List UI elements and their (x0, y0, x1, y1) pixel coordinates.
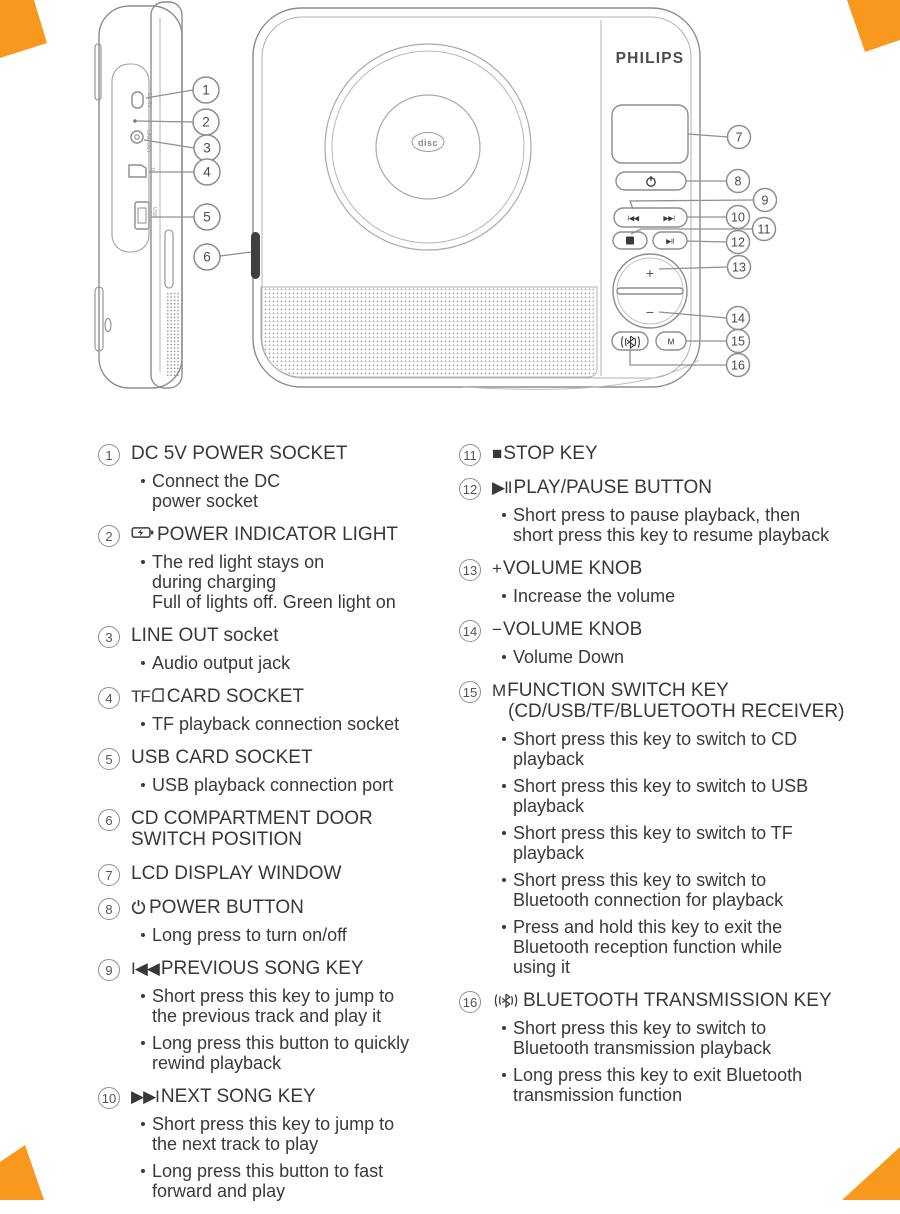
legend-item-14 (462, 619, 900, 667)
bullet-line: Bluetooth connection for playback (513, 890, 784, 910)
legend-item-6 (105, 808, 463, 850)
legend-item-13 (462, 558, 900, 606)
bullet-point (141, 552, 463, 612)
item-subtitle: (CD/USB/TF/BLUETOOTH RECEIVER) (508, 701, 845, 722)
volume-knob-slot (617, 288, 683, 294)
svg-text:12: 12 (731, 235, 745, 250)
bullet-line: Short press this key to switch to (513, 1018, 767, 1038)
callout-2 (193, 109, 219, 135)
item-number-badge: 7 (98, 864, 120, 886)
legend-item-12 (462, 477, 900, 545)
svg-text:6: 6 (203, 249, 211, 265)
item-number-badge: 9 (98, 959, 120, 981)
line-out-label: LINE OUT (145, 130, 151, 154)
callout-4 (194, 159, 220, 185)
svg-text:8: 8 (734, 174, 742, 189)
legend-item-1 (105, 443, 463, 511)
line-out-jack-pin (135, 135, 139, 139)
brand-logo: PHILIPS (615, 50, 685, 67)
legend-item-5 (105, 747, 463, 795)
legend-item-4 (105, 686, 463, 734)
bullet-point (502, 729, 900, 769)
bullet-point (502, 776, 900, 816)
bullet-point (502, 647, 900, 667)
bullet-point (141, 653, 463, 673)
key-symbol: ■ (492, 444, 502, 463)
legend-item-7 (105, 863, 463, 884)
bullet-line: Long press this button to quickly (152, 1033, 410, 1053)
bullet-line: Connect the DC (152, 471, 281, 491)
bullet-line: playback (513, 749, 585, 769)
legend-item-15 (462, 680, 900, 977)
bullet-point (502, 505, 900, 545)
disc-logo-text: disc (417, 138, 439, 148)
corner-bottom-left (0, 1145, 44, 1200)
leader-line-13 (659, 267, 728, 269)
power-icon (131, 899, 146, 915)
lcd-display-window (612, 105, 688, 163)
bullet-line: playback (513, 843, 585, 863)
speaker-grille (261, 287, 597, 377)
bullet-line: USB playback connection port (152, 775, 394, 795)
bullet-line: TF playback connection socket (152, 714, 400, 734)
stop-icon (626, 237, 634, 245)
leader-line-16 (630, 350, 727, 365)
legend-column-right (462, 443, 900, 1118)
svg-text:9: 9 (761, 193, 769, 208)
item-title-line: CARD SOCKET (166, 686, 305, 707)
bullet-point (141, 925, 463, 945)
bullet-line: Long press this key to exit Bluetooth (513, 1065, 803, 1085)
item-title-line: VOLUME KNOB (502, 558, 643, 579)
bullet-point (502, 1018, 900, 1058)
legend-item-10 (101, 1086, 463, 1201)
item-title-line: LCD DISPLAY WINDOW (131, 863, 342, 884)
item-number-badge: 13 (459, 559, 481, 581)
bullet-point (141, 986, 463, 1026)
legend-item-16 (462, 990, 900, 1105)
svg-text:11: 11 (757, 222, 771, 237)
callout-5 (194, 204, 220, 230)
side-grille-edge (166, 292, 179, 376)
item-number-badge: 2 (98, 525, 120, 547)
item-number-badge: 8 (98, 898, 120, 920)
item-number-badge: 5 (98, 748, 120, 770)
usb-label: USB (151, 207, 157, 218)
battery-charging-icon (131, 526, 154, 539)
callout-11 (753, 218, 776, 241)
bluetooth-transmit-icon (492, 992, 520, 1009)
bullet-point (141, 714, 463, 734)
bullet-line: Short press this key to switch to USB (513, 776, 809, 796)
sd-card-icon (152, 688, 164, 702)
item-number-badge: 12 (459, 478, 481, 500)
volume-minus-label: − (645, 304, 655, 320)
key-symbol: − (492, 620, 501, 639)
bullet-point (141, 1161, 463, 1201)
item-title-line: FUNCTION SWITCH KEY (507, 680, 729, 701)
legend-column-left (101, 443, 463, 1214)
bullet-line: Short press this key to switch to (513, 870, 767, 890)
item-number-badge: 3 (98, 626, 120, 648)
bullet-line: the previous track and play it (152, 1006, 382, 1026)
mode-button-label: M (667, 336, 675, 347)
bullet-line: Short press this key to jump to (152, 986, 395, 1006)
item-number-badge: 4 (98, 687, 120, 709)
bullet-point (141, 775, 463, 795)
next-track-icon: ▶▶I (663, 215, 675, 223)
callout-12 (727, 231, 750, 254)
callout-8 (727, 170, 750, 193)
legend-item-8 (105, 897, 463, 945)
key-symbol: ▶▶I (131, 1087, 159, 1106)
bullet-point (502, 1065, 900, 1105)
callout-1 (193, 77, 219, 103)
legend-item-11 (463, 443, 900, 464)
usb-c-port (132, 92, 143, 108)
cd-door-switch (251, 232, 260, 279)
legend-item-3 (105, 625, 463, 673)
svg-text:1: 1 (202, 82, 210, 98)
svg-text:2: 2 (202, 114, 210, 130)
svg-text:7: 7 (735, 130, 743, 145)
item-title-line: USB CARD SOCKET (131, 747, 313, 768)
bullet-line: Bluetooth transmission playback (513, 1038, 772, 1058)
usb-a-port-inner (138, 208, 146, 223)
bullet-line: using it (513, 957, 571, 977)
key-symbol: M (492, 681, 506, 700)
bullet-point (502, 917, 900, 977)
power-icon (647, 176, 655, 186)
callout-6 (194, 244, 220, 270)
item-title-line: PLAY/PAUSE BUTTON (513, 477, 713, 498)
item-title-line: BLUETOOTH TRANSMISSION KEY (523, 990, 832, 1011)
callout-3 (194, 135, 220, 161)
prev-next-button (614, 208, 687, 227)
bullet-point (502, 870, 900, 910)
usb-a-port (135, 202, 149, 229)
leader-line-14 (659, 312, 727, 318)
callout-9 (754, 189, 777, 212)
play-pause-icon: ▶II (666, 238, 674, 246)
bullet-line: Bluetooth reception function while (513, 937, 783, 957)
item-number-badge: 15 (459, 681, 481, 703)
item-title-line: POWER INDICATOR LIGHT (157, 524, 399, 545)
item-title-line: VOLUME KNOB (502, 619, 643, 640)
svg-text:3: 3 (203, 140, 211, 156)
svg-text:13: 13 (732, 260, 746, 275)
item-title-line: POWER BUTTON (149, 897, 304, 918)
bullet-line: Short press this key to jump to (152, 1114, 395, 1134)
bullet-point (141, 471, 463, 511)
item-number-badge: 16 (459, 991, 481, 1013)
wall-mount-tab-top (95, 44, 101, 100)
item-title-line: CD COMPARTMENT DOOR (131, 808, 373, 829)
bullet-line: forward and play (152, 1181, 286, 1201)
volume-plus-label: + (645, 265, 655, 281)
item-title-line: PREVIOUS SONG KEY (160, 958, 364, 979)
callout-13 (728, 256, 751, 279)
item-title-line: NEXT SONG KEY (160, 1086, 316, 1107)
bullet-line: Audio output jack (152, 653, 291, 673)
bullet-line: Short press to pause playback, then (513, 505, 801, 525)
bullet-line: Volume Down (513, 647, 625, 667)
item-number-badge: 1 (98, 444, 120, 466)
callout-14 (727, 307, 750, 330)
item-title-line: SWITCH POSITION (131, 829, 302, 850)
bullet-line: Long press this button to fast (152, 1161, 384, 1181)
bullet-line: Long press to turn on/off (152, 925, 347, 945)
leader-line-12 (687, 241, 727, 242)
leader-line-2 (137, 121, 193, 122)
svg-text:4: 4 (203, 164, 211, 180)
item-number-badge: 6 (98, 809, 120, 831)
item-title-line: LINE OUT socket (131, 625, 279, 646)
side-port-recess (112, 64, 149, 252)
callout-10 (727, 206, 750, 229)
charge-led (133, 119, 137, 123)
key-symbol: ▶II (492, 478, 512, 497)
bullet-line: the next track to play (152, 1134, 319, 1154)
bluetooth-transmit-icon (622, 336, 640, 348)
corner-bottom-right (842, 1147, 900, 1200)
bullet-line: The red light stays on (152, 552, 325, 572)
bullet-point (141, 1033, 463, 1073)
bullet-line: during charging (152, 572, 277, 592)
side-door-switch (165, 230, 173, 288)
svg-text:10: 10 (731, 210, 745, 225)
bullet-line: rewind playback (152, 1053, 282, 1073)
svg-text:14: 14 (731, 311, 745, 326)
bullet-line: playback (513, 796, 585, 816)
svg-text:16: 16 (731, 358, 745, 373)
svg-text:5: 5 (203, 209, 211, 225)
bullet-line: Short press this key to switch to CD (513, 729, 798, 749)
leader-line-1 (146, 90, 193, 98)
bullet-line: power socket (152, 491, 259, 511)
key-symbol: I◀◀ (131, 959, 159, 978)
side-view (95, 2, 182, 388)
leader-line-6 (220, 252, 251, 256)
bullet-line: Press and hold this key to exit the (513, 917, 783, 937)
item-title-line: DC 5V POWER SOCKET (131, 443, 348, 464)
leader-line-7 (688, 134, 728, 137)
product-diagram (0, 0, 900, 435)
callout-16 (727, 354, 750, 377)
bullet-point (502, 823, 900, 863)
dc-port-label: DC 5V (146, 93, 152, 108)
tf-card-slot (129, 165, 146, 177)
key-symbol: + (492, 559, 501, 578)
bullet-line: transmission function (513, 1085, 683, 1105)
item-title-line: STOP KEY (503, 443, 598, 464)
legend-item-2 (105, 524, 463, 612)
bullet-point (502, 586, 900, 606)
bullet-line: short press this key to resume playback (513, 525, 830, 545)
hanging-hole (105, 319, 111, 332)
tf-label: TF (149, 167, 155, 174)
item-number-badge: 11 (459, 444, 481, 466)
item-number-badge: 10 (98, 1087, 120, 1109)
item-number-badge: 14 (459, 620, 481, 642)
bullet-line: Short press this key to switch to TF (513, 823, 793, 843)
callout-15 (727, 330, 750, 353)
bullet-line: Full of lights off. Green light on (152, 592, 396, 612)
callout-7 (728, 126, 751, 149)
svg-text:15: 15 (731, 334, 745, 349)
bullet-point (141, 1114, 463, 1154)
previous-track-icon: I◀◀ (627, 215, 639, 223)
legend-item-9 (105, 958, 463, 1073)
bullet-line: Increase the volume (513, 586, 676, 606)
line-out-jack (131, 131, 143, 143)
key-symbol: TF (131, 687, 150, 706)
